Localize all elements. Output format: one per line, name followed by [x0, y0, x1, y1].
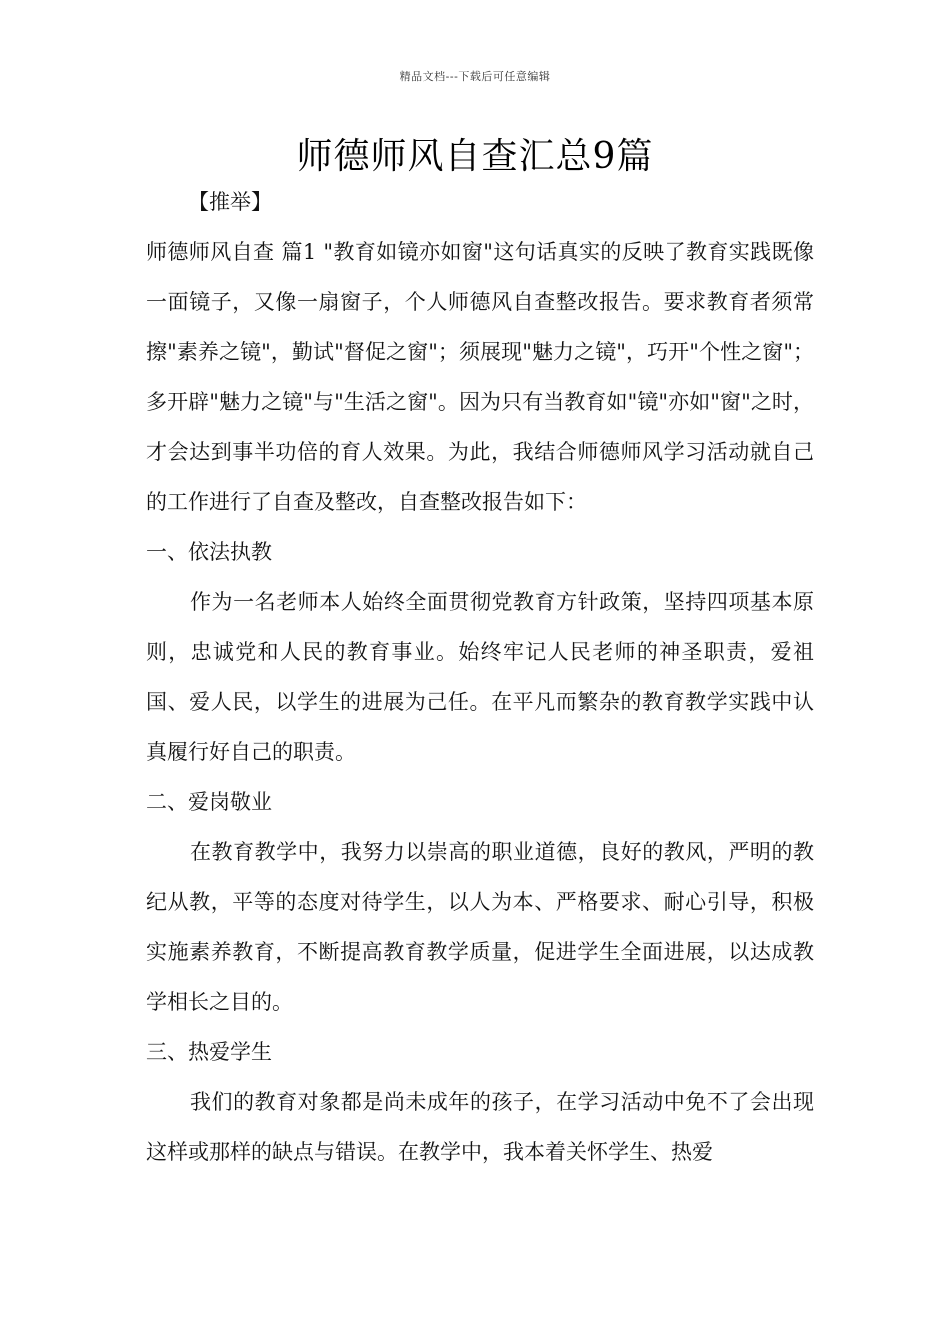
paragraph-section-2: 在教育教学中，我努力以崇高的职业道德，良好的教风，严明的教纪从教，平等的态度对待学生，以人为本、严格要求、耐心引导，积极实施素养教育，不断提高教育教学质量，促进学生全面进展，以达成教学相长之目的。 — [146, 840, 814, 1014]
document-title: 师德师风自查汇总9篇 — [296, 136, 654, 177]
paragraph-section-1: 作为一名老师本人始终全面贯彻党教育方针政策，坚持四项基本原则，忠诚党和人民的教育事业。始终牢记人民老师的神圣职责，爱祖国、爱人民，以学生的进展为己任。在平凡而繁杂的教育教学实践中认真履行好自己的职责。 — [146, 590, 814, 764]
paragraph-section-3: 我们的教育对象都是尚未成年的孩子，在学习活动中免不了会出现这样或那样的缺点与错误。在教学中，我本着关怀学生、热爱 — [146, 1090, 814, 1164]
document-body — [146, 227, 814, 1177]
section-heading-3: 三、热爱学生 — [146, 1040, 272, 1064]
recommend-tag: 【推举】 — [188, 190, 272, 214]
page-header-note: 精品文档---下载后可任意编辑 — [399, 70, 551, 83]
section-heading-1: 一、依法执教 — [146, 540, 272, 564]
section-heading-2: 二、爱岗敬业 — [146, 790, 272, 814]
paragraph-intro: 师德师风自查 篇1 "教育如镜亦如窗"这句话真实的反映了教育实践既像一面镜子，又像一扇窗子，个人师德风自查整改报告。要求教育者须常擦"素养之镜"，勤试"督促之窗"；须展现"魅力之镜"，巧开"个性之窗"；多开辟"魅力之镜"与"生活之窗"。因为只有当教育如"镜"亦如"窗"之时，才会达到事半功倍的育人效果。为此，我结合师德师风学习活动就自己的工作进行了自查及整改，自查整改报告如下： — [146, 240, 814, 514]
